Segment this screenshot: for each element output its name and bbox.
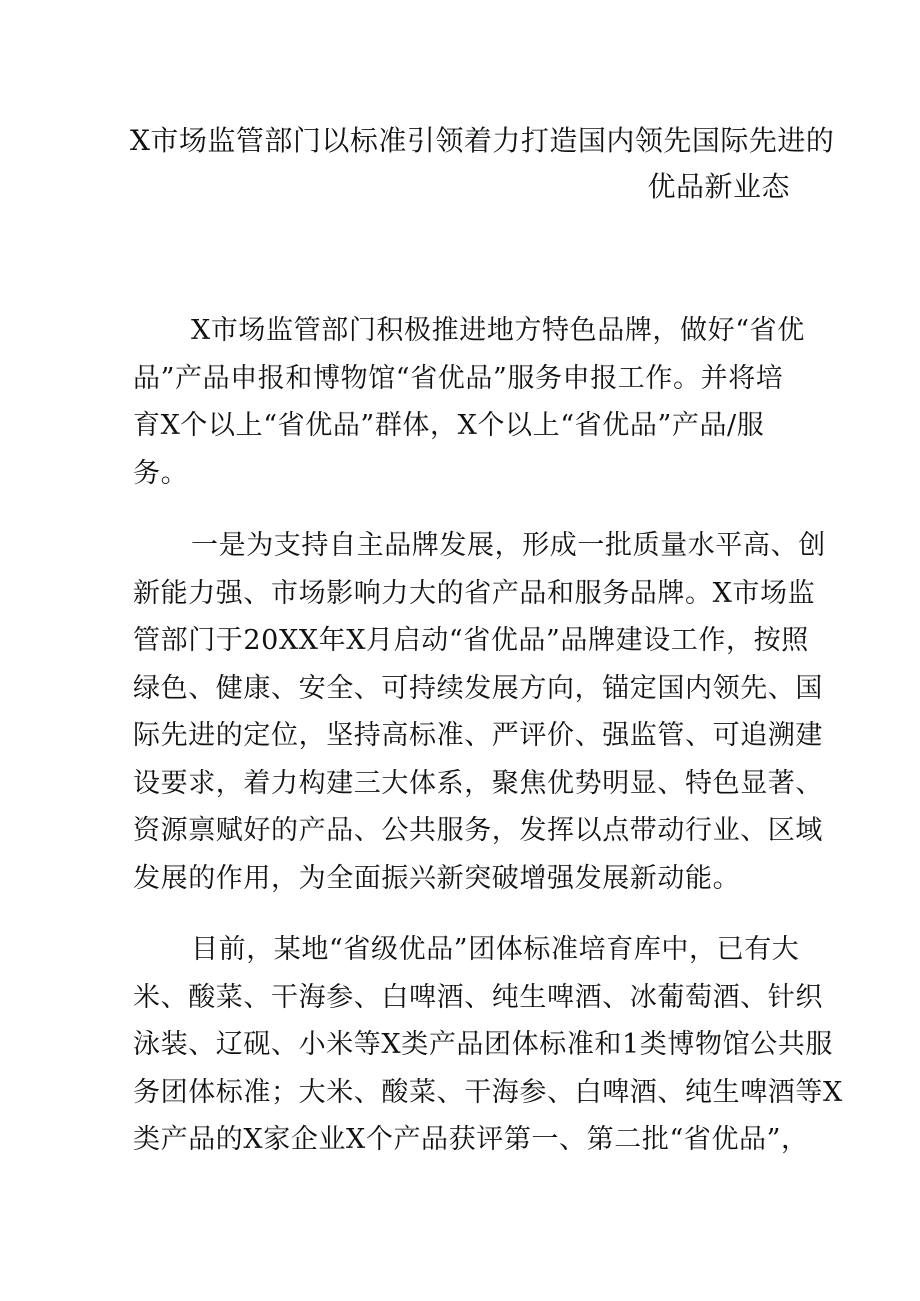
paragraph-line: 育X个以上“省优品”群体，X个以上“省优品”产品/服 [133,410,765,441]
paragraph-line: 泳装、辽砚、小米等X类产品团体标准和1类博物馆公共服 [133,1029,833,1060]
paragraph-line: 品”产品申报和博物馆“省优品”服务申报工作。并将培 [133,362,784,394]
paragraph-line: 一是为支持自主品牌发展，形成一批质量水平高、创 [191,530,826,561]
paragraph-line: 目前，某地“省级优品”团体标准培育库中，已有大 [191,934,800,965]
paragraph-line: 资源禀赋好的产品、公共服务，发挥以点带动行业、区域 [133,815,823,846]
title-line: 优品新业态 [647,170,790,203]
paragraph-line: 类产品的X家企业X个产品获评第一、第二批“省优品”， [133,1124,809,1155]
paragraph-line: 米、酸菜、干海参、白啤酒、纯生啤酒、冰葡萄酒、针织 [133,981,823,1013]
paragraph-line: 发展的作用，为全面振兴新突破增强发展新动能。 [133,862,741,894]
paragraph-line: 务团体标准；大米、酸菜、干海参、白啤酒、纯生啤酒等X [133,1076,843,1108]
document-title [130,118,835,210]
paragraph-3 [133,926,843,1164]
paragraph-2 [133,522,826,902]
paragraph-1 [133,307,803,497]
paragraph-line: 管部门于20XX年X月启动“省优品”品牌建设工作，按照 [133,625,809,656]
paragraph-line: X市场监管部门积极推进地方特色品牌，做好“省优 [191,315,805,346]
paragraph-line: 际先进的定位，坚持高标准、严评价、强监管、可追溯建 [133,720,823,751]
paragraph-line: 务。 [133,457,189,489]
title-line: X市场监管部门以标准引领着力打造国内领先国际先进的 [130,124,835,157]
paragraph-line: 绿色、健康、安全、可持续发展方向，锚定国内领先、国 [133,672,823,704]
paragraph-line: 设要求，着力构建三大体系，聚焦优势明显、特色显著、 [133,767,823,799]
paragraph-line: 新能力强、市场影响力大的省产品和服务品牌。X市场监 [133,577,816,609]
